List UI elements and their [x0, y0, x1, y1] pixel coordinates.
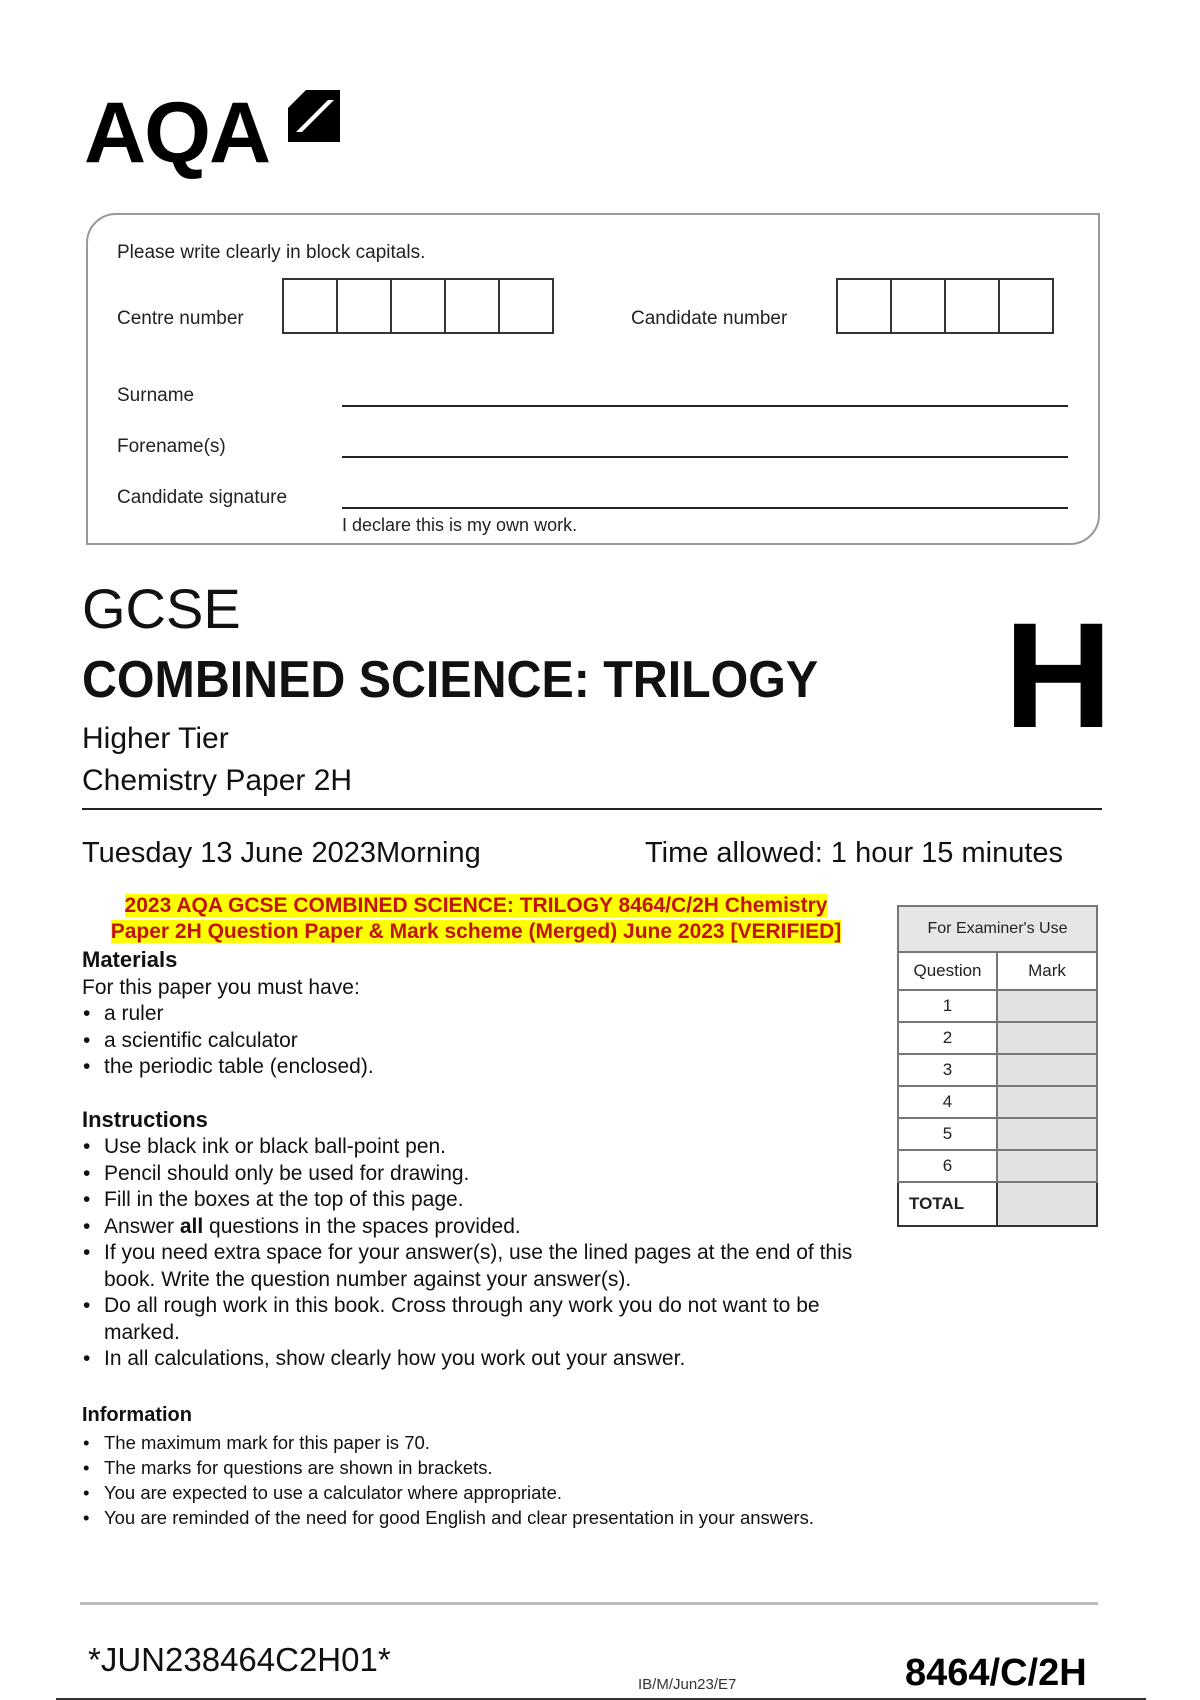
banner-line-2: Paper 2H Question Paper & Mark scheme (Merged) June 2023 [VERIFIED]	[110, 920, 842, 943]
candidate-number-cell[interactable]	[890, 278, 946, 334]
centre-number-cell[interactable]	[282, 278, 338, 334]
question-number: 6	[898, 1150, 997, 1182]
mark-cell[interactable]	[997, 1150, 1097, 1182]
instruction-item: • Answer all questions in the spaces provided.	[82, 1214, 872, 1241]
instruction-item: • If you need extra space for your answer(s), use the lined pages at the end of this book. Write the question number against your answer(s).	[82, 1240, 872, 1293]
mark-cell[interactable]	[997, 1118, 1097, 1150]
candidate-number-cell[interactable]	[998, 278, 1054, 334]
question-column-header: Question	[898, 952, 997, 990]
examiner-table-heading: For Examiner's Use	[898, 906, 1097, 952]
instruction-item: • Pencil should only be used for drawing.	[82, 1161, 872, 1188]
information-item: • You are expected to use a calculator where appropriate.	[82, 1480, 982, 1505]
information-section	[82, 1404, 982, 1530]
time-allowed: Time allowed: 1 hour 15 minutes	[645, 837, 1064, 869]
question-number: 1	[898, 990, 997, 1022]
materials-item: • a ruler	[82, 1001, 882, 1028]
signature-label: Candidate signature	[117, 487, 288, 508]
subject-title: COMBINED SCIENCE: TRILOGY	[82, 651, 819, 709]
candidate-number-label: Candidate number	[631, 308, 788, 329]
tier-letter: H	[1004, 591, 1113, 759]
total-label: TOTAL	[898, 1182, 997, 1226]
banner-line-1: 2023 AQA GCSE COMBINED SCIENCE: TRILOGY 8464/C/2H Chemistry	[124, 894, 828, 917]
instruction-item: • In all calculations, show clearly how you work out your answer.	[82, 1346, 872, 1373]
footer-divider	[80, 1602, 1098, 1605]
surname-label: Surname	[117, 385, 195, 406]
candidate-number-field[interactable]	[838, 278, 1054, 334]
candidate-number-cell[interactable]	[836, 278, 892, 334]
information-item: • The maximum mark for this paper is 70.	[82, 1430, 982, 1455]
question-number: 4	[898, 1086, 997, 1118]
question-number: 3	[898, 1054, 997, 1086]
forename-field[interactable]	[342, 456, 1068, 458]
surname-field[interactable]	[342, 405, 1068, 407]
information-item: • You are reminded of the need for good English and clear presentation in your answers.	[82, 1505, 982, 1530]
mark-cell[interactable]	[997, 1086, 1097, 1118]
centre-number-label: Centre number	[117, 308, 244, 329]
question-number: 5	[898, 1118, 997, 1150]
title-divider	[82, 808, 1102, 810]
mark-column-header: Mark	[997, 952, 1097, 990]
instruction-item: • Do all rough work in this book. Cross through any work you do not want to be marked.	[82, 1293, 872, 1346]
barcode-text: *JUN238464C2H01*	[88, 1641, 391, 1678]
logo-text: AQA	[84, 85, 270, 181]
candidate-details-box	[86, 213, 1100, 545]
paper-name: Chemistry Paper 2H	[82, 764, 353, 797]
examiner-use-table	[897, 905, 1098, 1227]
qualification-title: GCSE	[82, 577, 241, 640]
question-number: 2	[898, 1022, 997, 1054]
centre-number-field[interactable]	[284, 278, 554, 334]
instructions-section	[82, 1107, 872, 1373]
centre-number-cell[interactable]	[390, 278, 446, 334]
mark-cell[interactable]	[997, 1054, 1097, 1086]
information-item: • The marks for questions are shown in brackets.	[82, 1455, 982, 1480]
mark-cell[interactable]	[997, 1022, 1097, 1054]
materials-heading: Materials	[82, 947, 178, 972]
emphasis-all: all	[179, 1214, 204, 1238]
reference-code: IB/M/Jun23/E7	[638, 1676, 737, 1693]
highlight-banner	[86, 893, 866, 945]
centre-number-cell[interactable]	[336, 278, 392, 334]
materials-section	[82, 947, 882, 1081]
materials-item: • the periodic table (enclosed).	[82, 1054, 882, 1081]
block-capitals-instruction: Please write clearly in block capitals.	[117, 242, 426, 263]
exam-date: Tuesday 13 June 2023Morning	[82, 837, 481, 869]
paper-code: 8464/C/2H	[905, 1652, 1087, 1694]
aqa-logo	[84, 85, 270, 181]
tier-label: Higher Tier	[82, 722, 229, 755]
instruction-item: • Fill in the boxes at the top of this page.	[82, 1187, 872, 1214]
mark-cell[interactable]	[997, 990, 1097, 1022]
centre-number-cell[interactable]	[498, 278, 554, 334]
materials-intro: For this paper you must have:	[82, 976, 360, 999]
instructions-heading: Instructions	[82, 1107, 208, 1132]
instruction-item: • Use black ink or black ball-point pen.	[82, 1134, 872, 1161]
declaration-text: I declare this is my own work.	[342, 515, 578, 535]
forename-label: Forename(s)	[117, 436, 226, 457]
information-heading: Information	[82, 1404, 192, 1426]
aqa-logo-mark-icon	[284, 86, 344, 146]
centre-number-cell[interactable]	[444, 278, 500, 334]
signature-field[interactable]	[342, 507, 1068, 509]
materials-item: • a scientific calculator	[82, 1028, 882, 1055]
total-mark-cell[interactable]	[997, 1182, 1097, 1226]
candidate-number-cell[interactable]	[944, 278, 1000, 334]
